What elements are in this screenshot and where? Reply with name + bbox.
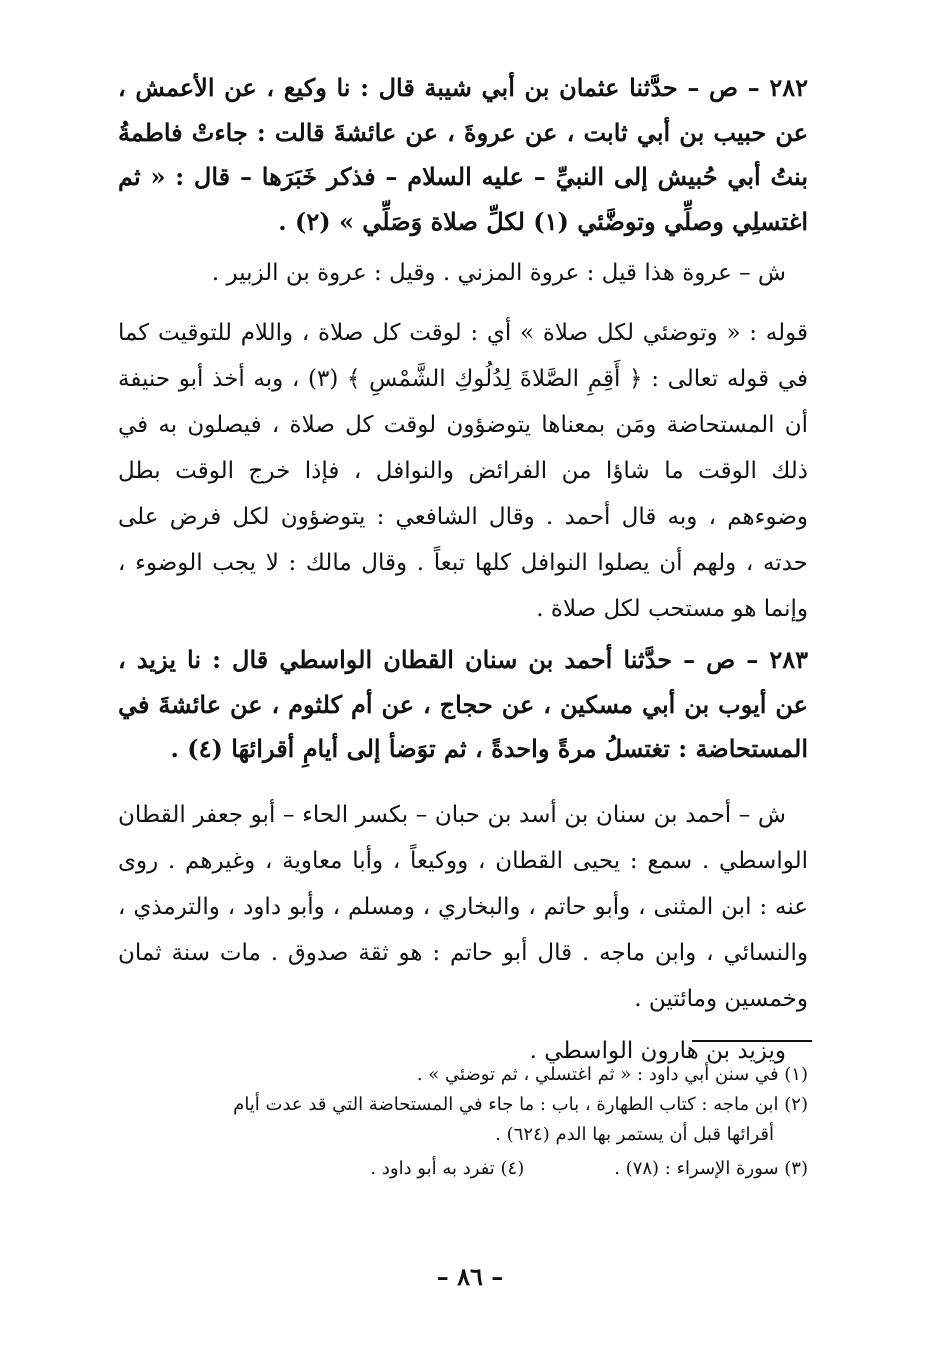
commentary-narrator-yazid: ويزيد بن هارون الواسطي . xyxy=(529,1037,786,1064)
footnote-2: (٢) ابن ماجه : كتاب الطهارة ، باب : ما جاء في المستحاضة التي قد عدت أيام xyxy=(233,1094,808,1115)
hadith-283: ٢٨٣ – ص – حدَّثنا أحمد بن سنان القطان الواسطي قال : نا يزيد ، عن أيوب بن أبي مسكين ، عن حجاج ، عن أم كلثوم ، عن عائشةَ في المستحاضة : تغتسلُ مرةً واحدةً ، ثم توَضأ إلى أيامِ أقرائهَا (٤) . xyxy=(118,645,808,763)
footnote-4: (٤) تفرد به أبو داود . xyxy=(370,1158,525,1179)
footnotes xyxy=(118,1060,808,1184)
footnote-2-continued: أقرائها قبل أن يستمر بها الدم (٦٢٤) . xyxy=(495,1124,774,1145)
main-text xyxy=(118,66,808,1074)
footnote-1: (١) في سنن أبي داود : « ثم اغتسلي ، ثم توضئي » . xyxy=(416,1064,808,1085)
page-number: – ٨٦ – xyxy=(436,1262,504,1291)
commentary-wudu-ruling: قوله : « وتوضئي لكل صلاة » أي : لوقت كل صلاة ، واللام للتوقيت كما في قوله تعالى : ﴿ أَقِمِ الصَّلاةَ لِدُلُوكِ الشَّمْسِ ﴾ (٣) ، وبه أخذ أبو حنيفة أن المستحاضة ومَن بمعناها يتوضؤون لوقت كل صلاة ، فيصلون به في ذلك الوقت ما شاؤا من الفرائض والنوافل ، فإذا خرج الوقت بطل وضوءهم ، وبه قال أحمد . وقال الشافعي : يتوضؤون لكل فرض على حدته ، ولهم أن يصلوا النوافل كلها تبعاً . وقال مالك : لا يجب الوضوء ، وإنما هو مستحب لكل صلاة . xyxy=(118,320,808,622)
footnote-row xyxy=(118,1154,808,1184)
hadith-282: ٢٨٢ – ص – حدَّثنا عثمان بن أبي شيبة قال : نا وكيع ، عن الأعمش ، عن حبيب بن أبي ثابت ، عن عروةَ ، عن عائشةَ قالت : جاءتْ فاطمةُ بنتُ أبي حُبيش إلى النبيِّ – عليه السلام – فذكر خَبَرَها – قال : « ثم اغتسلِي وصلِّي وتوضَّئي (١) لكلِّ صلاة وَصَلِّي » (٢) . xyxy=(118,73,808,236)
commentary-narrator-ahmad: ش – أحمد بن سنان بن أسد بن حبان – بكسر الحاء – أبو جعفر القطان الواسطي . سمع : يحيى القطان ، ووكيعاً ، وأبا معاوية ، وغيرهم . روى عنه : ابن المثنى ، وأبو حاتم ، والبخاري ، ومسلم ، وأبو داود ، والترمذي ، والنسائي ، وابن ماجه . قال أبو حاتم : هو ثقة صدوق . مات سنة ثمان وخمسين ومائتين . xyxy=(118,801,808,1012)
footnote-divider xyxy=(692,1040,812,1042)
footnote-3: (٣) سورة الإسراء : (٧٨) . xyxy=(614,1158,808,1179)
commentary-narrator-urwa: ش – عروة هذا قيل : عروة المزني . وقيل : عروة بن الزبير . xyxy=(211,260,786,286)
